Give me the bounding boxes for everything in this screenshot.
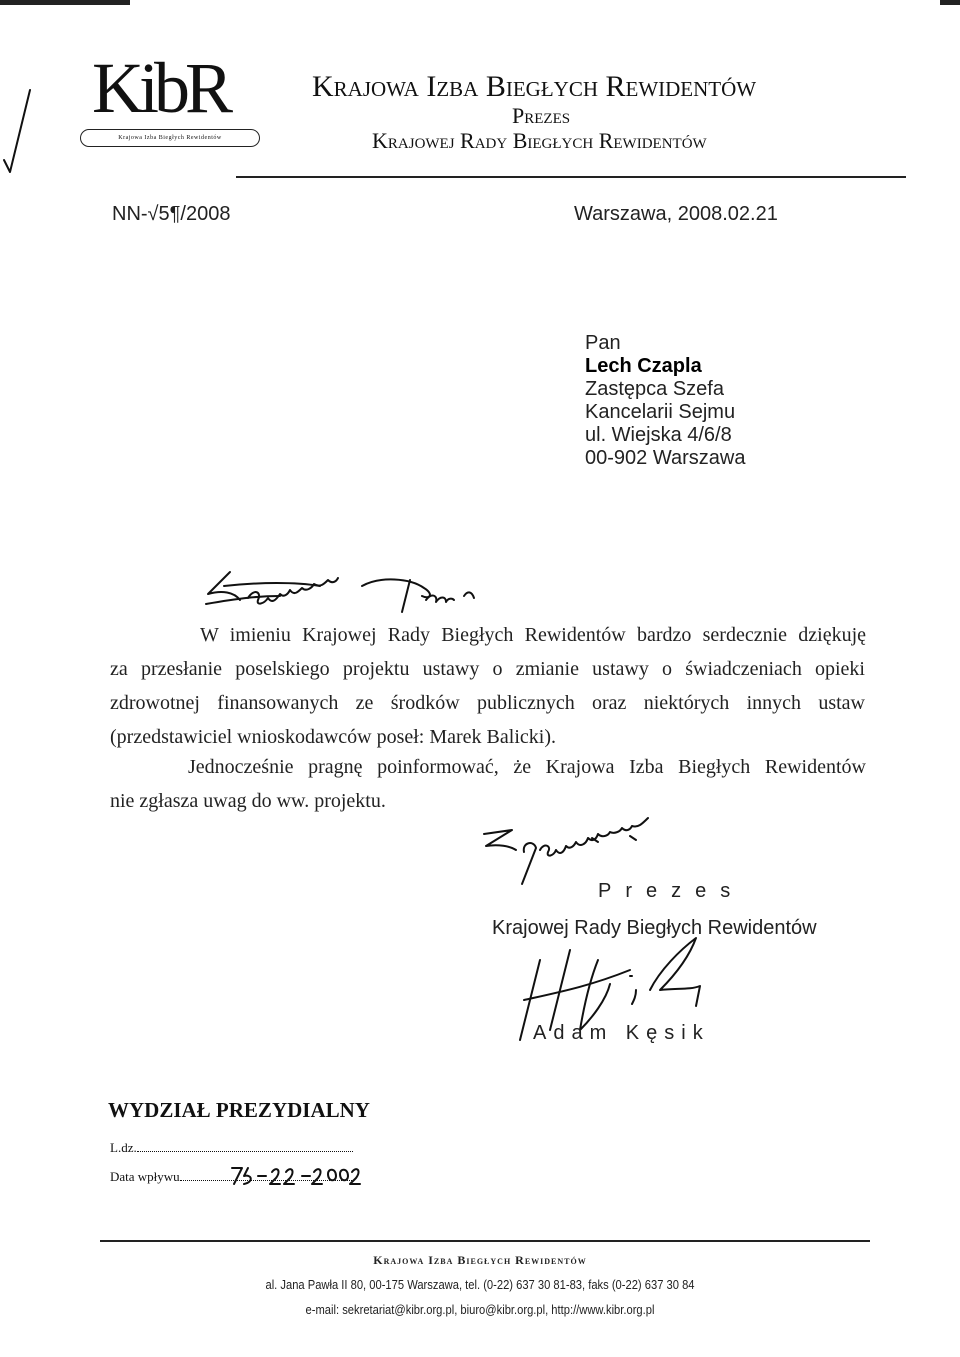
stamp-ldz-label: L.dz. [110, 1140, 137, 1155]
footer-organization: Krajowa Izba Biegłych Rewidentów [373, 1253, 587, 1267]
recipient-street: ul. Wiejska 4/6/8 [585, 424, 732, 446]
scan-artifact-top-right [940, 0, 960, 5]
signatory-body: Krajowej Rady Biegłych Rewidentów [492, 917, 817, 939]
recipient-address [585, 332, 745, 470]
body-paragraph-1-line-2: za przesłanie poselskiego projektu ustawy o zmianie ustawy o świadczeniach opieki [110, 658, 865, 680]
body-paragraph-1-line-1: W imieniu Krajowej Rady Biegłych Rewidentów bardzo serdecznie dziękuję [200, 624, 866, 646]
body-paragraph-2-line-2: nie zgłasza uwag do ww. projektu. [110, 790, 386, 812]
signatory-title: Prezes [598, 880, 745, 902]
body-paragraph-2-line-1: Jednocześnie pragnę poinformować, że Krajowa Izba Biegłych Rewidentów [188, 756, 866, 778]
kibr-logo: KibR [92, 48, 229, 128]
footer-contact: e-mail: sekretariat@kibr.org.pl, biuro@kibr.org.pl, http://www.kibr.org.pl [305, 1302, 655, 1317]
stamp-date-label: Data wpływu [110, 1169, 180, 1184]
handwritten-greeting [200, 560, 500, 620]
stamp-ldz-dots [137, 1151, 353, 1152]
recipient-postal: 00-902 Warszawa [585, 447, 746, 469]
logo-tagline: Krajowa Izba Biegłych Rewidentów [80, 129, 260, 147]
stamp-ldz-row [110, 1140, 353, 1156]
footer-divider [100, 1240, 870, 1242]
handwritten-received-date [228, 1162, 368, 1190]
stamp-department: WYDZIAŁ PREZYDIALNY [108, 1098, 370, 1122]
recipient-name: Lech Czapla [585, 355, 702, 377]
letterhead-role: Prezes [512, 103, 571, 128]
letterhead-body: Krajowej Rady Biegłych Rewidentów [372, 128, 707, 153]
body-paragraph-1-line-4: (przedstawiciel wnioskodawców poseł: Marek Balicki). [110, 726, 556, 748]
signatory-name: Adam Kęsik [533, 1022, 710, 1044]
margin-pen-mark [0, 60, 40, 180]
body-paragraph-1-line-3: zdrowotnej finansowanych ze środków publicznych oraz niektórych innych ustaw [110, 692, 865, 714]
recipient-salutation: Pan [585, 332, 621, 354]
place-date: Warszawa, 2008.02.21 [574, 203, 778, 225]
recipient-position: Zastępca Szefa [585, 378, 724, 400]
letterhead-organization: Krajowa Izba Biegłych Rewidentów [312, 70, 757, 103]
footer-address: al. Jana Pawła II 80, 00-175 Warszawa, tel. (0-22) 637 30 81-83, faks (0-22) 637 30 84 [265, 1277, 695, 1292]
reference-number: NN-√5¶/2008 [112, 203, 231, 225]
letterhead-divider [236, 176, 906, 178]
recipient-office: Kancelarii Sejmu [585, 401, 736, 423]
scan-artifact-top-left [0, 0, 130, 5]
